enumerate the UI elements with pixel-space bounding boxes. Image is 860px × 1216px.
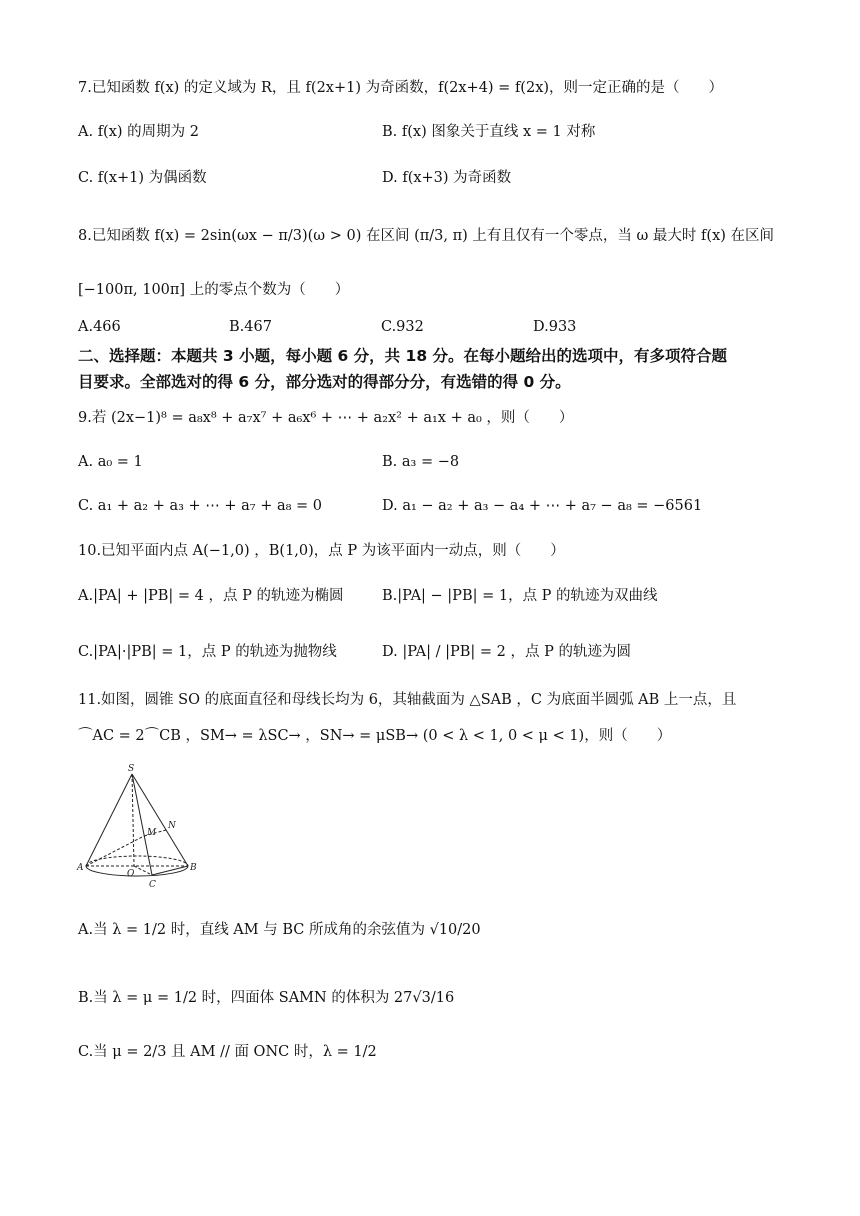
segment-am bbox=[86, 836, 144, 866]
q10-option-d: D. |PA| / |PB| = 2 ，点 P 的轨迹为圆 bbox=[382, 644, 631, 660]
q11-stem-line1: 11.如图，圆锥 SO 的底面直径和母线长均为 6，其轴截面为 △SAB ，C 为底面半圆弧 AB 上一点，且 bbox=[78, 692, 737, 708]
q11-option-c: C.当 μ = 2/3 且 AM // 面 ONC 时，λ = 1/2 bbox=[78, 1044, 377, 1060]
axis-so bbox=[132, 774, 134, 866]
q9-option-d: D. a₁ − a₂ + a₃ − a₄ + ⋯ + a₇ − a₈ = −6561 bbox=[382, 498, 703, 514]
q11-option-a: A.当 λ = 1/2 时，直线 AM 与 BC 所成角的余弦值为 √10/20 bbox=[78, 922, 481, 938]
q8-option-a: A.466 bbox=[78, 319, 121, 335]
q11-stem-line2: ⌒AC = 2⌒CB ，SM→ = λSC→ ，SN→ = μSB→ (0 < λ < 1, 0 < μ < 1)，则（ ） bbox=[78, 728, 672, 744]
q7-option-d: D. f(x+3) 为奇函数 bbox=[382, 170, 512, 186]
label-c: C bbox=[149, 880, 156, 890]
q7-option-b: B. f(x) 图象关于直线 x = 1 对称 bbox=[382, 124, 596, 140]
q7-stem: 7.已知函数 f(x) 的定义域为 R，且 f(2x+1) 为奇函数，f(2x+4) = f(2x)，则一定正确的是（ ） bbox=[78, 80, 724, 96]
label-a: A bbox=[77, 863, 84, 873]
q9-option-a: A. a₀ = 1 bbox=[78, 454, 143, 470]
q10-option-c: C.|PA|·|PB| = 1，点 P 的轨迹为抛物线 bbox=[78, 644, 337, 660]
label-m: M bbox=[147, 828, 157, 838]
q9-option-c: C. a₁ + a₂ + a₃ + ⋯ + a₇ + a₈ = 0 bbox=[78, 498, 323, 514]
section2-heading-line2: 目要求。全部选对的得 6 分，部分选对的得部分分，有选错的得 0 分。 bbox=[78, 373, 571, 391]
q8-option-c: C.932 bbox=[381, 319, 424, 335]
edge-sc bbox=[132, 774, 152, 875]
q9-stem: 9.若 (2x−1)⁸ = a₈x⁸ + a₇x⁷ + a₆x⁶ + ⋯ + a₂x² + a₁x + a₀ ，则（ ） bbox=[78, 410, 574, 426]
q8-option-d: D.933 bbox=[533, 319, 577, 335]
base-front-arc bbox=[86, 866, 188, 876]
q8-option-b: B.467 bbox=[229, 319, 272, 335]
q10-option-a: A.|PA| + |PB| = 4 ，点 P 的轨迹为椭圆 bbox=[78, 588, 344, 604]
q8-stem-line2: [−100π, 100π] 上的零点个数为（ ） bbox=[78, 282, 350, 298]
edge-sa bbox=[86, 774, 132, 866]
segment-oc bbox=[134, 866, 152, 875]
label-b: B bbox=[190, 863, 197, 873]
cone-figure bbox=[72, 762, 202, 892]
section2-heading-line1: 二、选择题：本题共 3 小题，每小题 6 分，共 18 分。在每小题给出的选项中，有多项符合题 bbox=[78, 347, 728, 365]
label-s: S bbox=[128, 764, 135, 774]
q11-option-b: B.当 λ = μ = 1/2 时，四面体 SAMN 的体积为 27√3/16 bbox=[78, 990, 455, 1006]
q7-option-c: C. f(x+1) 为偶函数 bbox=[78, 170, 207, 186]
q10-option-b: B.|PA| − |PB| = 1，点 P 的轨迹为双曲线 bbox=[382, 588, 658, 604]
label-n: N bbox=[168, 821, 176, 831]
edge-sb bbox=[132, 774, 188, 866]
base-back-arc bbox=[86, 856, 188, 866]
q10-stem: 10.已知平面内点 A(−1,0) ，B(1,0)，点 P 为该平面内一动点，则（ ） bbox=[78, 543, 565, 559]
q7-option-a: A. f(x) 的周期为 2 bbox=[78, 124, 199, 140]
q9-option-b: B. a₃ = −8 bbox=[382, 454, 460, 470]
q8-stem-line1: 8.已知函数 f(x) = 2sin(ωx − π/3)(ω > 0) 在区间 (π/3, π) 上有且仅有一个零点，当 ω 最大时 f(x) 在区间 bbox=[78, 228, 775, 244]
label-o: O bbox=[127, 869, 135, 879]
